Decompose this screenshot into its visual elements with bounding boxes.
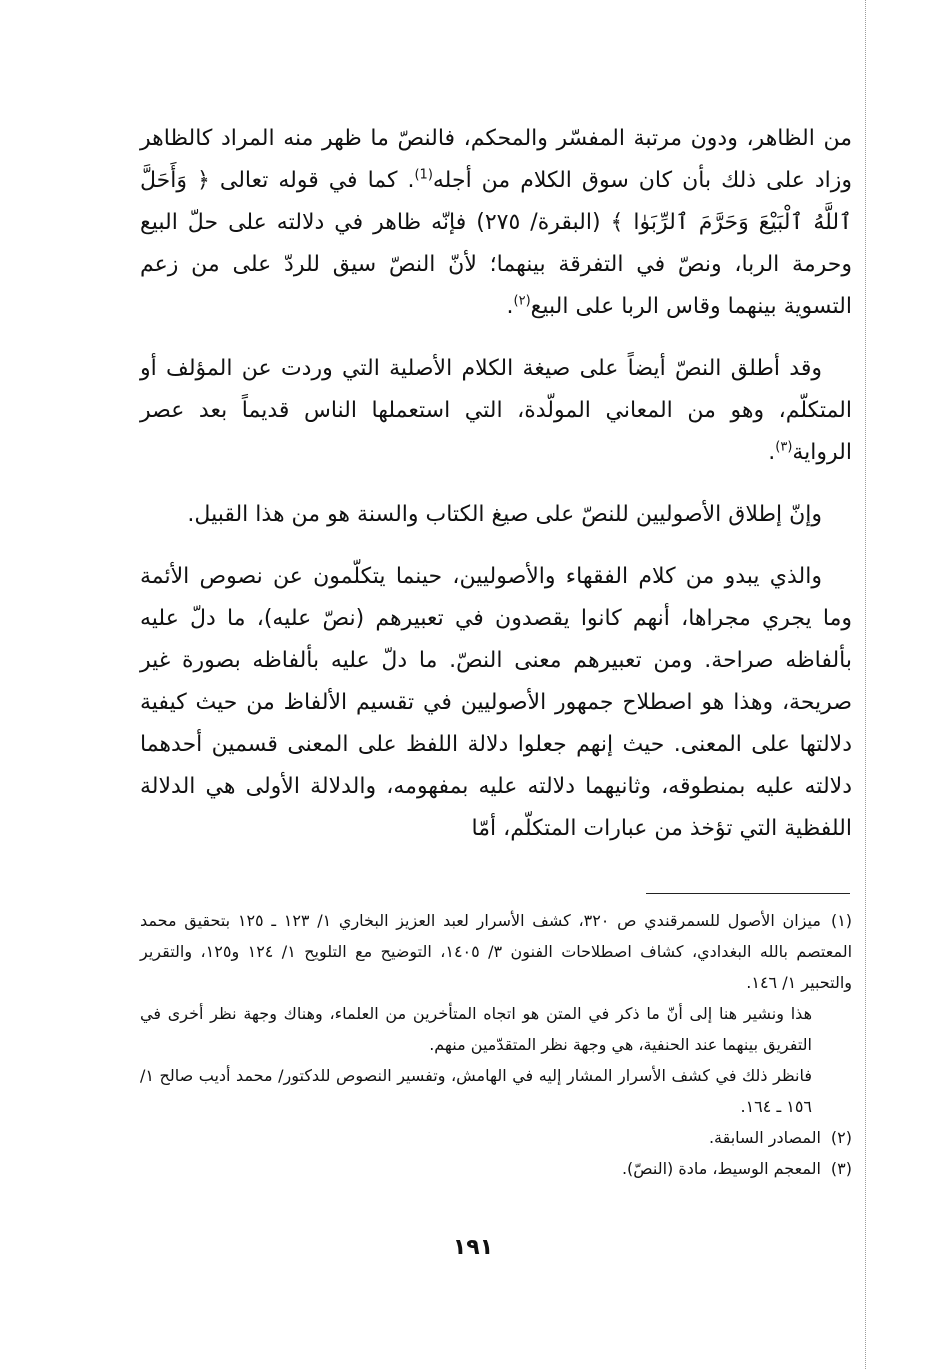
scan-edge: [856, 0, 946, 1369]
footnote-separator: [646, 893, 850, 894]
paragraph-2-end: .: [768, 440, 776, 465]
paragraph-3: وإنّ إطلاق الأصوليين للنصّ على صيغ الكتاب والسنة هو من هذا القبيل.: [187, 502, 822, 527]
main-text: [140, 118, 852, 870]
paragraph-1-line-1: من الظاهر، ودون مرتبة المفسّر والمحكم، فالنصّ ما ظهر منه المراد: [221, 126, 852, 151]
footnote-1: [140, 905, 852, 998]
footnote-2: [140, 1122, 852, 1153]
footnote-number: (٢): [830, 1128, 852, 1147]
paragraph-2: [140, 348, 852, 474]
footnotes: [140, 905, 852, 1184]
paragraph-4: والذي يبدو من كلام الفقهاء والأصوليين، حينما يتكلّمون عن نصوص الأئمة وما يجري مجراها، أنهم كانوا يقصدون في تعبيرهم (نصّ عليه)، ما دلّ عليه بألفاظه صراحة. ومن تعبيرهم معنى النصّ. ما دلّ عليه بألفاظه بصورة غير صريحة، وهذا هو اصطلاح جمهور الأصوليين في تقسيم الألفاظ من حيث كيفية دلالتها على المعنى. حيث إنهم جعلوا دلالة اللفظ على المعنى قسمين أحدهما دلالته عليه بمنطوقه، وثانيهما دلالته عليه بمفهومه، والدلالة الأولى هي الدلالة اللفظية التي تؤخذ من عبارات المتكلّم، أمّا: [140, 564, 852, 841]
footnote-3: [140, 1153, 852, 1184]
scan-dotted-border: [865, 0, 866, 1369]
footnote-ref-3: (٣): [775, 439, 793, 455]
paragraph-1-line-2: كالظاهر وزاد على ذلك بأن كان سوق الكلام من أجله: [140, 126, 852, 193]
footnote-1-note: هذا ونشير هنا إلى أنّ ما ذكر في المتن هو اتجاه المتأخرين من العلماء، وهناك وجهة نظر أخرى في التفريق بينهما عند الحنفية، هي وجهة نظر المتقدّمين منهم.: [140, 1004, 812, 1054]
footnote-number: (١): [830, 911, 853, 930]
footnote-text: المصادر السابقة.: [708, 1128, 821, 1147]
footnote-number: (٣): [830, 1159, 852, 1178]
footnote-1-reference: فانظر ذلك في كشف الأسرار المشار إليه في الهامش، وتفسير النصوص للدكتور/ محمد أديب صالح ١/ ١٥٦ ـ ١٦٤.: [140, 1066, 812, 1116]
paragraph-1-end: .: [506, 294, 514, 319]
footnote-text: ميزان الأصول للسمرقندي ص ٣٢٠، كشف الأسرار لعبد العزيز البخاري ١/ ١٢٣ ـ ١٢٥ بتحقيق محمد المعتصم بالله البغدادي، كشاف اصطلاحات الفنون ٣/ ١٤٠٥، التوضيح مع التلويح ١/ ١٢٤ و١٢٥، والتقرير والتحبير ١/ ١٤٦.: [140, 911, 853, 992]
footnote-ref-1: (1): [414, 167, 433, 183]
page-number: ١٩١: [452, 1235, 494, 1260]
footnote-ref-2: (٢): [513, 293, 531, 309]
paragraph-1-rest: . كما في قوله تعالى ﴿ وَأَحَلَّ ٱللَّهُ ٱلْبَيْعَ وَحَرَّمَ ٱلرِّبَوٰا ﴾ (البقرة/ ٢٧٥) فإنّه ظاهر في دلالته على حلّ البيع وحرمة الربا، ونصّ في التفرقة بينهما؛ لأنّ النصّ سيق للردّ على من زعم التسوية بينهما وقاس الربا على البيع: [140, 168, 852, 319]
paragraph-1: [140, 118, 852, 328]
paragraph-2-text: وقد أطلق النصّ أيضاً على صيغة الكلام الأصلية التي وردت عن المؤلف أو المتكلّم، وهو من المعاني المولّدة، التي استعملها الناس قديماً بعد عصر الرواية: [140, 356, 852, 465]
footnote-text: المعجم الوسيط، مادة (النصّ).: [621, 1159, 821, 1178]
